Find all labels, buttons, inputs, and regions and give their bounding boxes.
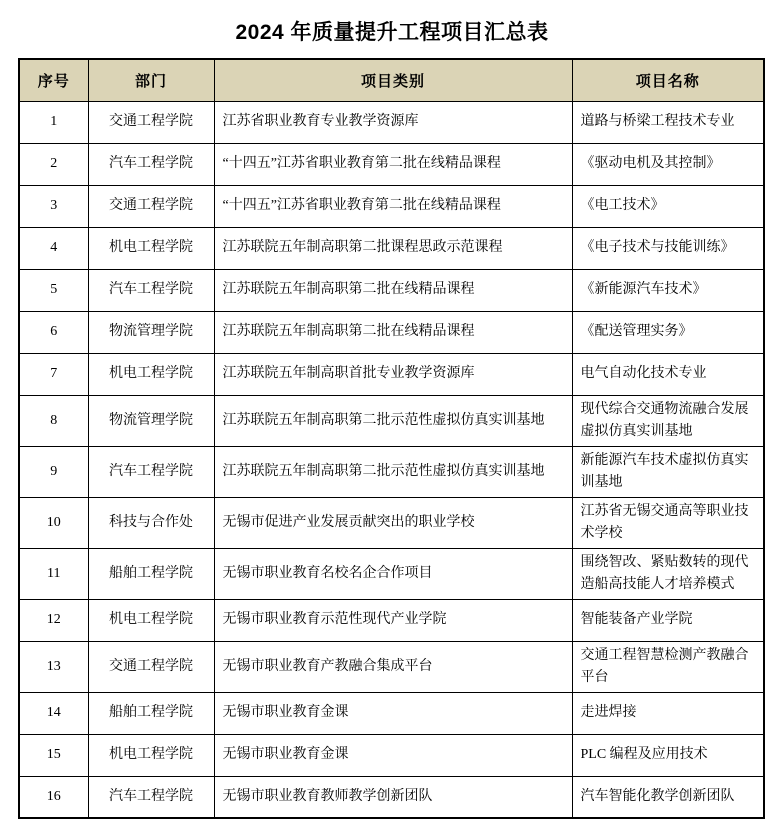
cell-category: 江苏联院五年制高职第二批示范性虚拟仿真实训基地 bbox=[214, 446, 572, 497]
header-row bbox=[19, 59, 764, 101]
cell-department: 汽车工程学院 bbox=[88, 776, 214, 818]
cell-serial: 15 bbox=[19, 734, 88, 776]
table-row bbox=[19, 497, 764, 548]
cell-serial: 14 bbox=[19, 692, 88, 734]
cell-serial: 13 bbox=[19, 641, 88, 692]
cell-department: 机电工程学院 bbox=[88, 734, 214, 776]
cell-serial: 10 bbox=[19, 497, 88, 548]
cell-name: 江苏省无锡交通高等职业技术学校 bbox=[572, 497, 764, 548]
cell-department: 汽车工程学院 bbox=[88, 269, 214, 311]
cell-department: 交通工程学院 bbox=[88, 641, 214, 692]
cell-category: 无锡市职业教育示范性现代产业学院 bbox=[214, 599, 572, 641]
cell-category: 无锡市职业教育教师教学创新团队 bbox=[214, 776, 572, 818]
cell-name: 《电工技术》 bbox=[572, 185, 764, 227]
cell-department: 机电工程学院 bbox=[88, 353, 214, 395]
cell-name: 《配送管理实务》 bbox=[572, 311, 764, 353]
table-row bbox=[19, 101, 764, 143]
cell-department: 交通工程学院 bbox=[88, 185, 214, 227]
cell-name: 《新能源汽车技术》 bbox=[572, 269, 764, 311]
header-serial: 序号 bbox=[19, 59, 88, 101]
cell-name: 汽车智能化教学创新团队 bbox=[572, 776, 764, 818]
table-row bbox=[19, 185, 764, 227]
cell-serial: 4 bbox=[19, 227, 88, 269]
cell-category: 无锡市职业教育金课 bbox=[214, 692, 572, 734]
cell-category: 江苏联院五年制高职第二批在线精品课程 bbox=[214, 269, 572, 311]
cell-name: 道路与桥梁工程技术专业 bbox=[572, 101, 764, 143]
cell-department: 科技与合作处 bbox=[88, 497, 214, 548]
cell-category: 江苏联院五年制高职第二批示范性虚拟仿真实训基地 bbox=[214, 395, 572, 446]
cell-name: 围绕智改、紧贴数转的现代造船高技能人才培养模式 bbox=[572, 548, 764, 599]
cell-name: PLC 编程及应用技术 bbox=[572, 734, 764, 776]
table-row bbox=[19, 692, 764, 734]
cell-department: 汽车工程学院 bbox=[88, 143, 214, 185]
cell-name: 走进焊接 bbox=[572, 692, 764, 734]
table-row bbox=[19, 353, 764, 395]
cell-serial: 1 bbox=[19, 101, 88, 143]
cell-category: 无锡市职业教育金课 bbox=[214, 734, 572, 776]
table-row bbox=[19, 548, 764, 599]
header-category: 项目类别 bbox=[214, 59, 572, 101]
table-row bbox=[19, 227, 764, 269]
cell-name: 智能装备产业学院 bbox=[572, 599, 764, 641]
header-department: 部门 bbox=[88, 59, 214, 101]
cell-category: 江苏联院五年制高职第二批在线精品课程 bbox=[214, 311, 572, 353]
table-row bbox=[19, 734, 764, 776]
page-title: 2024 年质量提升工程项目汇总表 bbox=[235, 21, 549, 44]
cell-serial: 9 bbox=[19, 446, 88, 497]
cell-department: 船舶工程学院 bbox=[88, 548, 214, 599]
cell-name: 交通工程智慧检测产教融合平台 bbox=[572, 641, 764, 692]
cell-category: 无锡市职业教育产教融合集成平台 bbox=[214, 641, 572, 692]
table-row bbox=[19, 311, 764, 353]
table-row bbox=[19, 446, 764, 497]
cell-department: 物流管理学院 bbox=[88, 311, 214, 353]
table-row bbox=[19, 269, 764, 311]
cell-name: 《驱动电机及其控制》 bbox=[572, 143, 764, 185]
cell-category: 江苏省职业教育专业教学资源库 bbox=[214, 101, 572, 143]
cell-serial: 5 bbox=[19, 269, 88, 311]
cell-category: 无锡市促进产业发展贡献突出的职业学校 bbox=[214, 497, 572, 548]
cell-category: 江苏联院五年制高职首批专业教学资源库 bbox=[214, 353, 572, 395]
cell-serial: 12 bbox=[19, 599, 88, 641]
cell-department: 机电工程学院 bbox=[88, 227, 214, 269]
cell-serial: 2 bbox=[19, 143, 88, 185]
table-row bbox=[19, 599, 764, 641]
header-name: 项目名称 bbox=[572, 59, 764, 101]
cell-category: 江苏联院五年制高职第二批课程思政示范课程 bbox=[214, 227, 572, 269]
cell-serial: 6 bbox=[19, 311, 88, 353]
cell-category: 无锡市职业教育名校名企合作项目 bbox=[214, 548, 572, 599]
projects-summary-table bbox=[18, 58, 765, 819]
cell-serial: 11 bbox=[19, 548, 88, 599]
cell-category: “十四五”江苏省职业教育第二批在线精品课程 bbox=[214, 143, 572, 185]
cell-department: 船舶工程学院 bbox=[88, 692, 214, 734]
cell-name: 新能源汽车技术虚拟仿真实训基地 bbox=[572, 446, 764, 497]
cell-name: 现代综合交通物流融合发展虚拟仿真实训基地 bbox=[572, 395, 764, 446]
cell-department: 交通工程学院 bbox=[88, 101, 214, 143]
table-body bbox=[19, 101, 764, 818]
cell-serial: 16 bbox=[19, 776, 88, 818]
cell-serial: 7 bbox=[19, 353, 88, 395]
table-row bbox=[19, 641, 764, 692]
cell-department: 汽车工程学院 bbox=[88, 446, 214, 497]
cell-name: 电气自动化技术专业 bbox=[572, 353, 764, 395]
table-row bbox=[19, 776, 764, 818]
cell-name: 《电子技术与技能训练》 bbox=[572, 227, 764, 269]
cell-serial: 8 bbox=[19, 395, 88, 446]
cell-category: “十四五”江苏省职业教育第二批在线精品课程 bbox=[214, 185, 572, 227]
table-row bbox=[19, 143, 764, 185]
document-page bbox=[0, 16, 784, 819]
table-row bbox=[19, 395, 764, 446]
cell-department: 机电工程学院 bbox=[88, 599, 214, 641]
cell-serial: 3 bbox=[19, 185, 88, 227]
cell-department: 物流管理学院 bbox=[88, 395, 214, 446]
